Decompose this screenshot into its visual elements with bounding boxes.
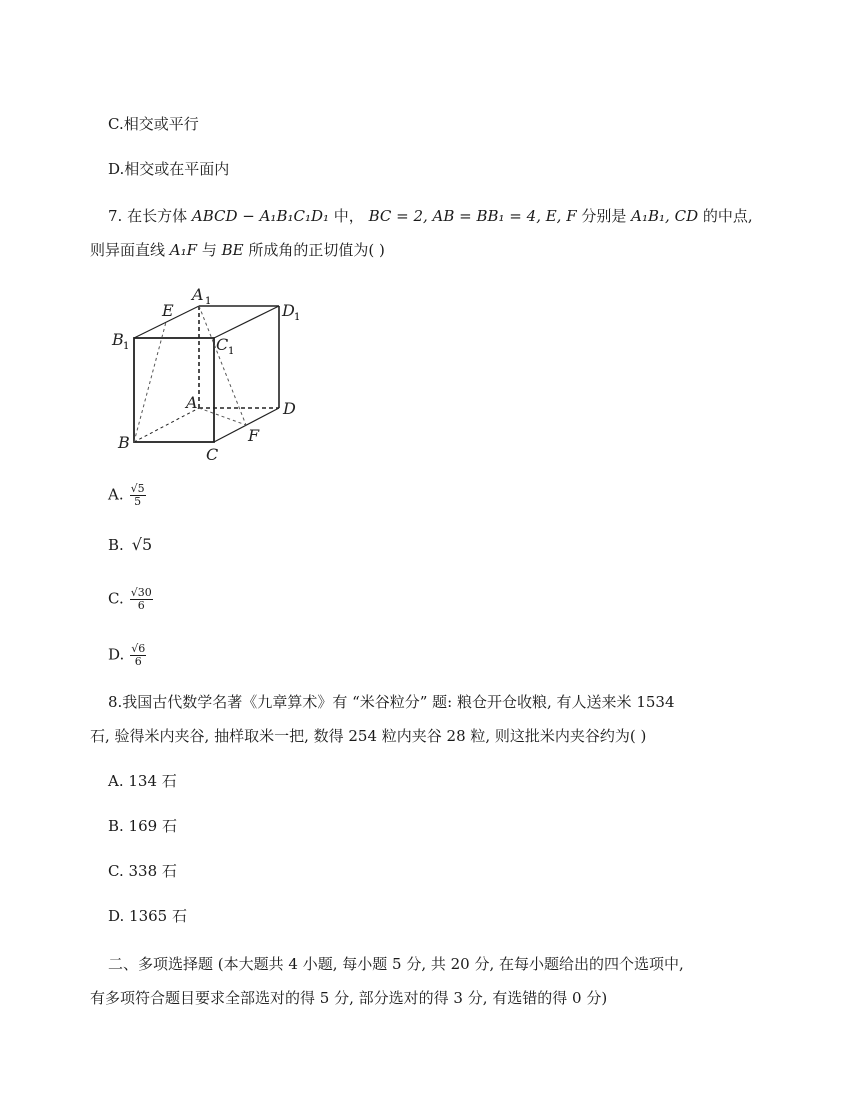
- q7-option-a: A. $\frac{√5}{5}$: [108, 482, 145, 508]
- svg-text:1: 1: [294, 312, 301, 323]
- q8-option-c: C. 338 石: [108, 862, 177, 880]
- q7-line1: [108, 206, 753, 226]
- q7-mid: 中，: [329, 207, 369, 225]
- q8-line2: 石, 验得米内夹谷, 抽样取米一把, 数得 254 粒内夹谷 28 粒, 则这批米内夹谷约为( ): [90, 727, 647, 745]
- option-c-prev: C.相交或平行: [108, 115, 199, 133]
- q8-option-d: D. 1365 石: [108, 907, 187, 925]
- q8-option-a: A. 134 石: [108, 772, 177, 790]
- option-d-prev: D.相交或在平面内: [108, 160, 230, 178]
- q7-cuboid: ABCD − A₁B₁C₁D₁: [191, 207, 330, 225]
- q7-line2-end: 所成角的正切值为( ): [243, 241, 385, 259]
- segment-be: [134, 322, 166, 442]
- label-b1: B: [112, 330, 124, 349]
- q7-option-d: D. $\frac{√6}{6}$: [108, 642, 146, 668]
- q7-line2-mid: 与: [197, 241, 222, 259]
- label-b: B: [118, 433, 130, 452]
- q7-given: BC = 2, AB = BB₁ = 4, E, F: [368, 207, 577, 225]
- svg-text:1: 1: [228, 346, 235, 357]
- q7-line2-prefix: 则异面直线: [90, 241, 170, 259]
- label-d: D: [283, 399, 296, 418]
- edge-c-d: [214, 408, 279, 442]
- q7-prefix: 7. 在长方体: [108, 207, 192, 225]
- label-c1: C: [216, 335, 229, 354]
- q8-option-b: B. 169 石: [108, 817, 177, 835]
- q7-option-b: B. √5: [108, 535, 153, 554]
- segment-a1f: [199, 306, 246, 425]
- front-face: [134, 338, 214, 442]
- label-d1: D: [282, 301, 295, 320]
- segment-af: [199, 408, 246, 425]
- label-f: F: [248, 426, 260, 445]
- q7-line2: [90, 240, 385, 260]
- svg-text:1: 1: [123, 341, 130, 352]
- label-a1: A: [192, 285, 204, 304]
- q7-a1f: A₁F: [169, 241, 198, 259]
- edge-b-a: [134, 408, 199, 442]
- q7-option-c: C. $\frac{√30}{6}$: [108, 586, 152, 612]
- q7-end: 的中点,: [698, 207, 753, 225]
- q7-be: BE: [221, 241, 244, 259]
- section2-line1: 二、多项选择题 (本大题共 4 小题, 每小题 5 分, 共 20 分, 在每小题给出的四个选项中,: [108, 955, 684, 973]
- section2-line2: 有多项符合题目要求全部选对的得 5 分, 部分选对的得 3 分, 有选错的得 0 分): [90, 989, 608, 1007]
- q7-midpoints: A₁B₁, CD: [631, 207, 699, 225]
- cuboid-figure: [108, 282, 308, 467]
- edge-c1-d1: [214, 306, 279, 338]
- q8-line1: 8.我国古代数学名著《九章算术》有 “米谷粒分” 题: 粮仓开仓收粮, 有人送来米 1534: [108, 693, 675, 711]
- label-c: C: [206, 445, 219, 464]
- label-a: A: [186, 393, 198, 412]
- svg-text:1: 1: [205, 296, 212, 307]
- label-e: E: [162, 301, 174, 320]
- q7-tail: 分别是: [576, 207, 632, 225]
